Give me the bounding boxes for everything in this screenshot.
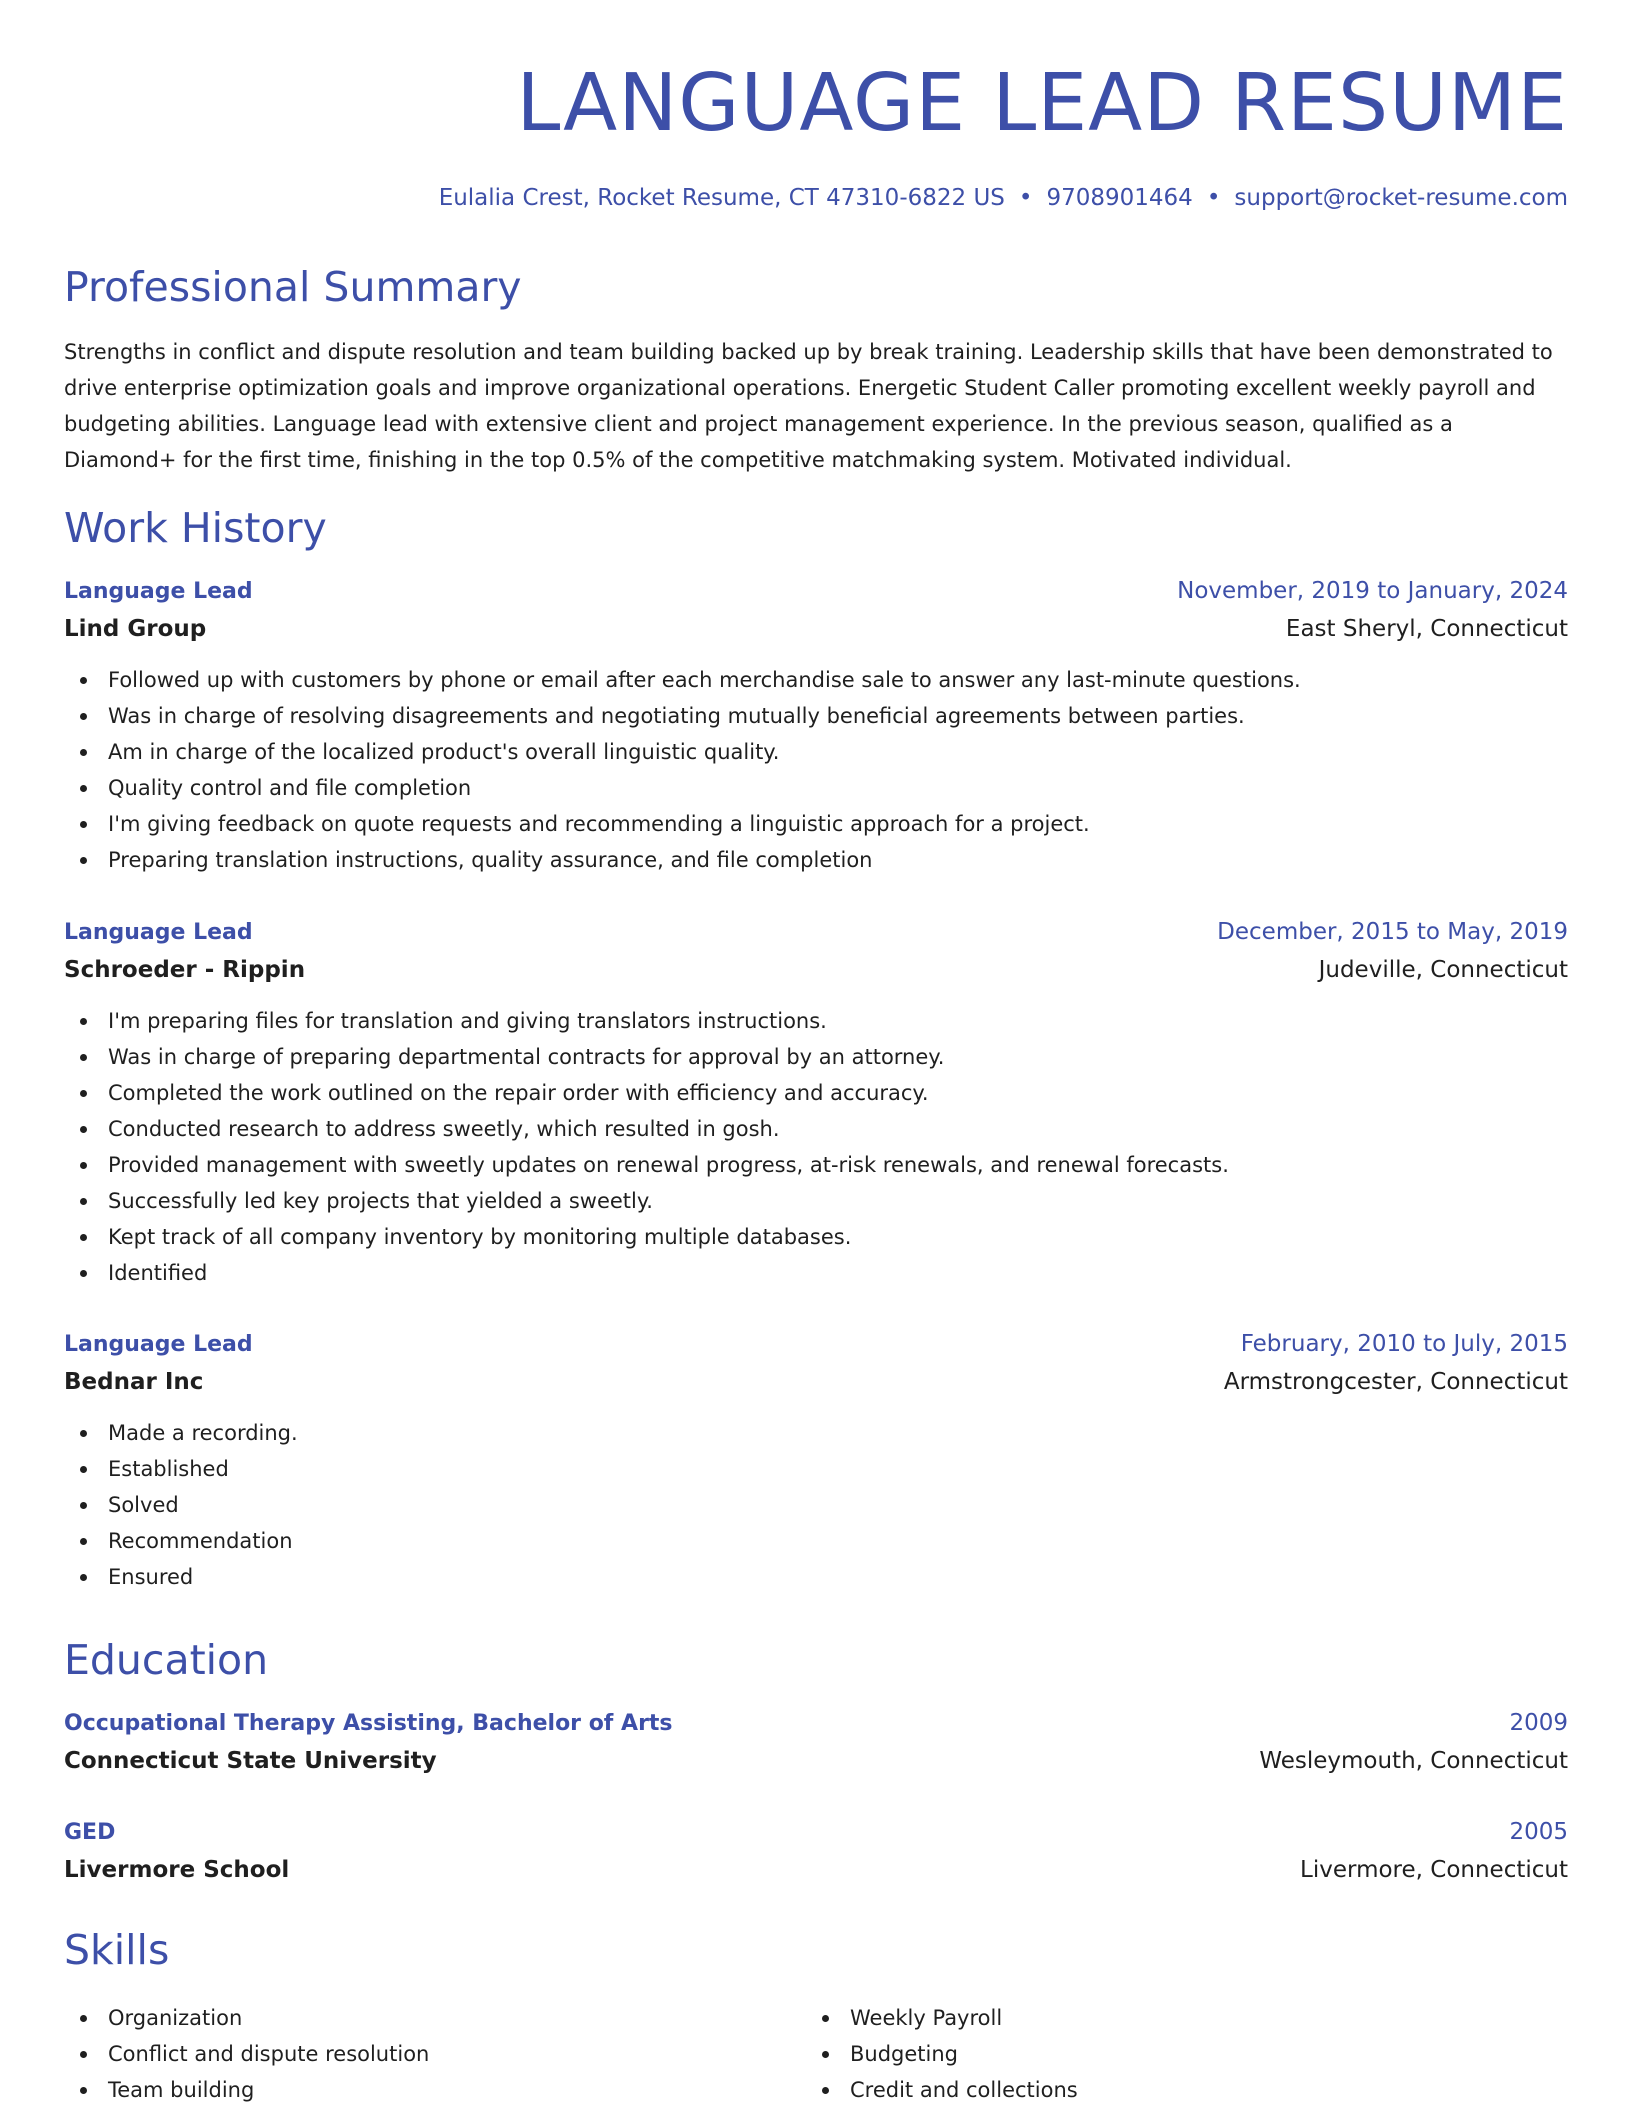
education-school: Connecticut State University xyxy=(64,1748,437,1774)
job-bullet: Am in charge of the localized product's overall linguistic quality. xyxy=(64,734,1568,770)
contact-address: Eulalia Crest, Rocket Resume, CT 47310-6822 US xyxy=(438,185,1005,211)
education-school: Livermore School xyxy=(64,1857,290,1883)
work-history-heading: Work History xyxy=(64,504,327,552)
contact-separator: • xyxy=(1206,185,1221,211)
education-degree: Occupational Therapy Assisting, Bachelor of Arts xyxy=(64,1711,673,1736)
job-bullet: Made a recording. xyxy=(64,1415,1568,1451)
job-entry xyxy=(64,1325,1568,1595)
job-bullet: Solved xyxy=(64,1487,1568,1523)
education-entry xyxy=(64,1704,1568,1780)
job-bullet: Was in charge of resolving disagreements and negotiating mutually beneficial agreements between parties. xyxy=(64,698,1568,734)
job-bullet: Kept track of all company inventory by monitoring multiple databases. xyxy=(64,1219,1568,1255)
skill-item: Credit and collections xyxy=(806,2072,1548,2108)
skill-item: Weekly Payroll xyxy=(806,2000,1548,2036)
job-bullet: Completed the work outlined on the repair order with efficiency and accuracy. xyxy=(64,1075,1568,1111)
skills-list xyxy=(64,2000,1568,2108)
job-company: Lind Group xyxy=(64,616,207,642)
job-bullets xyxy=(64,1415,1568,1595)
job-bullet: Ensured xyxy=(64,1559,1568,1595)
job-bullet: Recommendation xyxy=(64,1523,1568,1559)
job-bullet: Conducted research to address sweetly, which resulted in gosh. xyxy=(64,1111,1568,1147)
contact-email[interactable]: support@rocket-resume.com xyxy=(1234,185,1568,211)
summary-text: Strengths in conflict and dispute resolution and team building backed up by break training. Leadership skills that have been demonstrated to drive enterprise optimization goals and improve organizational operations. Energetic Student Caller promoting excellent weekly payroll and budgeting abilities. Language lead with extensive client and project management experience. In the previous season, qualified as a Diamond+ for the first time, finishing in the top 0.5% of the competitive matchmaking system. Motivated individual. xyxy=(64,340,1553,472)
skill-item: Organization xyxy=(64,2000,806,2036)
job-dates: November, 2019 to January, 2024 xyxy=(1177,578,1568,604)
job-title: Language Lead xyxy=(64,579,253,604)
skills-column-right xyxy=(806,2000,1548,2108)
job-bullet: Provided management with sweetly updates on renewal progress, at-risk renewals, and renewal forecasts. xyxy=(64,1147,1568,1183)
education-location: Livermore, Connecticut xyxy=(1300,1857,1568,1883)
skills-column-left xyxy=(64,2000,806,2108)
job-location: Judeville, Connecticut xyxy=(1318,957,1568,983)
education-year: 2009 xyxy=(1509,1710,1568,1736)
skills-heading: Skills xyxy=(64,1926,170,1974)
skills-bullets xyxy=(806,2000,1548,2108)
job-bullet: I'm preparing files for translation and giving translators instructions. xyxy=(64,1003,1568,1039)
job-bullet: Quality control and file completion xyxy=(64,770,1568,806)
skill-item: Budgeting xyxy=(806,2036,1548,2072)
summary-heading: Professional Summary xyxy=(64,263,522,311)
job-bullet: Established xyxy=(64,1451,1568,1487)
job-title: Language Lead xyxy=(64,920,253,945)
education-heading: Education xyxy=(64,1636,269,1684)
education-year: 2005 xyxy=(1509,1819,1568,1845)
job-company: Schroeder - Rippin xyxy=(64,957,306,983)
job-location: East Sheryl, Connecticut xyxy=(1285,616,1568,642)
education-entry xyxy=(64,1813,1568,1889)
skills-bullets xyxy=(64,2000,806,2108)
job-bullet: Followed up with customers by phone or email after each merchandise sale to answer any last-minute questions. xyxy=(64,662,1568,698)
job-entry xyxy=(64,572,1568,878)
job-bullet: I'm giving feedback on quote requests and recommending a linguistic approach for a project. xyxy=(64,806,1568,842)
resume-title: LANGUAGE LEAD RESUME xyxy=(516,57,1568,149)
job-title: Language Lead xyxy=(64,1332,253,1357)
job-dates: February, 2010 to July, 2015 xyxy=(1240,1331,1568,1357)
job-dates: December, 2015 to May, 2019 xyxy=(1217,919,1568,945)
job-bullet: Identified xyxy=(64,1255,1568,1291)
job-bullet: Preparing translation instructions, quality assurance, and file completion xyxy=(64,842,1568,878)
job-company: Bednar Inc xyxy=(64,1369,204,1395)
contact-phone: 9708901464 xyxy=(1046,185,1193,211)
skill-item: Team building xyxy=(64,2072,806,2108)
job-bullets xyxy=(64,662,1568,878)
job-bullets xyxy=(64,1003,1568,1291)
skill-item: Conflict and dispute resolution xyxy=(64,2036,806,2072)
job-bullet: Was in charge of preparing departmental contracts for approval by an attorney. xyxy=(64,1039,1568,1075)
job-entry xyxy=(64,913,1568,1291)
job-bullet: Successfully led key projects that yielded a sweetly. xyxy=(64,1183,1568,1219)
contact-separator: • xyxy=(1018,185,1033,211)
job-location: Armstrongcester, Connecticut xyxy=(1223,1369,1568,1395)
contact-line xyxy=(439,182,1568,214)
education-location: Wesleymouth, Connecticut xyxy=(1259,1748,1568,1774)
education-degree: GED xyxy=(64,1820,116,1845)
